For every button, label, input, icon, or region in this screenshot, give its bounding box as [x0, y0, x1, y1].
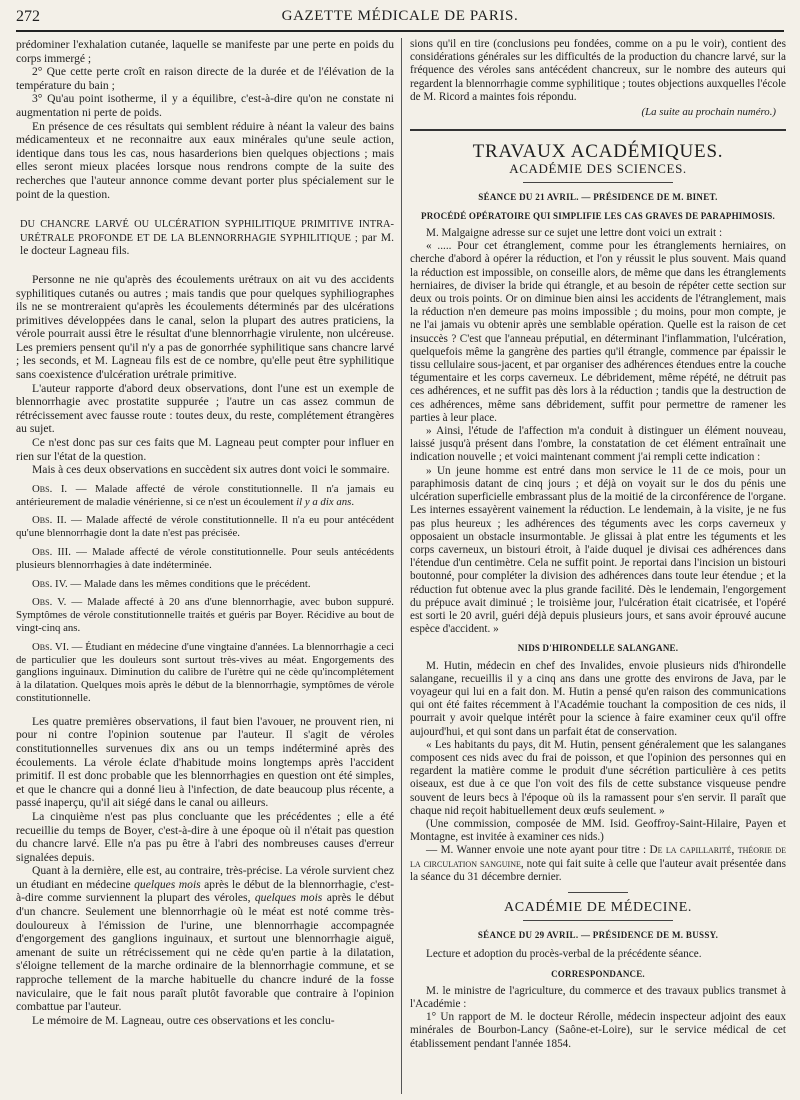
observation-tag: Obs. V. — [32, 596, 67, 609]
subheading: PROCÉDÉ OPÉRATOIRE QUI SIMPLIFIE LES CAS GRAVES DE PARAPHIMOSIS. — [421, 210, 775, 221]
paragraph: Les quatre premières observations, il faut bien l'avouer, ne prouvent rien, ni pour ni contre l'opinion soutenue par l'auteur. Il s'agit de véroles constitutionnelles survenues dix ans ou un temps indéterminé après des écoulements. La vérole éclate d'habitude moins longtemps après l'accident primitif. Il est donc probable que les blennorrhagies en question ont été simples, et que le chancre qui a donné lieu à l'infection, de date beaucoup plus récente, a passé inaperçu, qu'il ait siégé dans le canal ou ailleurs. — [16, 714, 394, 810]
journal-title: GAZETTE MÉDICALE DE PARIS. — [281, 8, 519, 24]
observation-tag: Obs. II. — [32, 514, 67, 527]
paragraph: Personne ne nie qu'après des écoulements urétraux on ait vu des accidents syphilitiques cutanés ou autres ; mais tandis que pour quelques syphiliographes ils ne se montreraient qu'après les écoulements déterminés par des ulcérations primitives développées dans le canal, selon la plupart des autres praticiens, la vérole pourrait aussi être le résultat d'une blennorrhagie virulente, non ulcéreuse. Les premiers pensent qu'il n'y a pas de gonorrhée syphilitique sans chancre larvé ; les seconds, et M. Lagneau fils est de ce nombre, qu'elle peut être syphilitique sans coexistence d'ulcération urétrale primitive. — [16, 272, 394, 382]
paragraph: Lecture et adoption du procès-verbal de la précédente séance. — [426, 948, 702, 961]
observation — [16, 514, 394, 540]
column-divider — [401, 38, 402, 1094]
left-column — [16, 38, 394, 1094]
paragraph: (Une commission, composée de MM. Isid. Geoffroy-Saint-Hilaire, Payen et Montagne, est invitée à examiner ces nids.) — [410, 817, 786, 844]
note-title: De la capillarité, théorie de la circulation sanguine — [410, 844, 786, 870]
paragraph: Mais à ces deux observations en succèdent six autres dont voici le sommaire. — [32, 463, 390, 477]
paragraph: La cinquième n'est pas plus concluante que les précédentes ; elle a été recueillie du temps de Boyer, c'est-à-dire à une époque où il n'était pas question du chancre larvé. Elle n'a pas pu être à l'abri des nombreuses causes d'erreur signalées depuis. — [16, 809, 394, 864]
article-title — [16, 219, 394, 259]
observation — [16, 596, 394, 634]
text-run: après le début d'un chancre. Seulement une blennorrhagie où le méat est noté comme très-douloureux à l'émission de l'urine, une blennorrhagie accompagnée d'engorgement des ganglions inguinaux, et surtout une blennorrhagie aiguë, amenant de suite un rétrécissement qui ne cède qu'en partie à la dilatation, s'éloigne tellement de la marche ordinaire de la blennorrhagie commune, et se rapproche tellement de la marche habituelle du chancre induré de la fosse naviculaire, que le fait nous paraît plutôt favorable que contraire à l'opinion combattue par l'auteur. — [16, 891, 394, 1014]
observation-text: — Malade affecté à 20 ans d'une blennorrhagie, avec bubon suppuré. Symptômes de vérole constitutionnelle traités et guéris par Boyer. Récidive au bout de vingt-cinq ans. — [16, 596, 394, 634]
divider — [523, 182, 673, 183]
academy-heading: ACADÉMIE DE MÉDECINE. — [504, 899, 692, 915]
observation-text: — Étudiant en médecine d'une vingtaine d'années. La blennorrhagie a ceci de particulier que les douleurs sont surtout très-vives au méat. Engorgements des ganglions inguinaux. Diminution du calibre de l'urètre qui ne cède qu'incomplétement à la dilatation. Quelques mois après le début de la blennorrhagie, symptômes de vérole constitutionnelle. — [16, 640, 394, 704]
observation-tag: Obs. III. — [32, 546, 71, 558]
paragraph: M. le ministre de l'agriculture, du commerce et des travaux publics transmet à l'Académie : — [410, 984, 786, 1010]
section-divider — [410, 129, 786, 131]
subheading: CORRESPONDANCE. — [551, 968, 645, 979]
paragraph: 2° Que cette perte croît en raison directe de la durée et de l'élévation de la température du bain ; — [16, 65, 394, 92]
observation-text: — Malade affecté de vérole constitutionnelle. Pour seuls antécédents plusieurs blennorrhagies à date indéterminée. — [16, 546, 394, 571]
observation-text: — Malade affecté de vérole constitutionnelle. Il n'a jamais eu antérieurement de maladie vénérienne, si ce n'est un écoulement — [16, 482, 394, 508]
paragraph: M. Malgaigne adresse sur ce sujet une lettre dont voici un extrait : — [426, 227, 723, 240]
paragraph: « ..... Pour cet étranglement, comme pour les étranglements herniaires, on cherche d'abord à opérer la réduction, et l'on y réussit le plus souvent. Mais quand la réduction est impossible, on conseille alors, de même que dans les étranglements herniaires, de diviser la bride qui étrangle, et au besoin de répéter cette section sur deux ou trois points. Or on diminue bien ainsi les accidents de l'étranglement, mais la réduction n'en demeure pas moins impossible ; du moins, pour mon compte, je ne l'ai jamais vu obtenir après une semblable opération. Quelle est la raison de cet insuccès ? C'est que l'anneau préputial, en déterminant l'inflammation, l'ulcération, quelquefois même la gangrène des parties qu'il étrangle, commence par épaissir le tissu cellulaire sous-jacent, et par organiser des adhérences étendues entre la couche tégumentaire et les corps caverneux. Le débridement, même répété, ne détruit pas ces adhérences, et ne suffit pas dès lors à la réduction ; tandis que la destruction de ces adhérences, même sans débridement, suffit pour permettre de ramener les parties à leur place. — [410, 240, 786, 424]
running-header — [16, 6, 784, 32]
observation — [16, 641, 394, 705]
session-heading: SÉANCE DU 21 AVRIL. — PRÉSIDENCE DE M. BINET. — [478, 191, 718, 202]
subheading: NIDS D'HIRONDELLE SALANGANE. — [517, 643, 679, 654]
paragraph: Ce n'est donc pas sur ces faits que M. Lagneau peut compter pour influer en rien sur l'état de la question. — [16, 436, 394, 463]
right-column — [410, 38, 786, 1094]
paragraph: 3° Qu'au point isotherme, il y a équilibre, c'est-à-dire qu'on ne constate ni augmentation ni perte de poids. — [16, 92, 394, 119]
text-run: — M. Wanner envoie une note ayant pour titre : — [426, 844, 650, 857]
paragraph: M. Hutin, médecin en chef des Invalides, envoie plusieurs nids d'hirondelle salangane, recueillis il y a cinq ans dans une grotte des environs de Java, par le voyageur qui lui en a fait don. M. Hutin a pensé qu'en raison des communications qui ont été faites récemment à l'Académie touchant la composition de ces nids, il pourrait y avoir quelque intérêt pour la science à faire examiner ceux qu'il offre aujourd'hui, et qui sont dans un parfait état de conservation. — [410, 659, 786, 738]
paragraph: prédominer l'exhalation cutanée, laquelle se manifeste par une perte en poids du corps immergé ; — [16, 38, 394, 65]
paragraph: » Un jeune homme est entré dans mon service le 11 de ce mois, pour un paraphimosis datant de cinq jours ; et déjà on voyait sur le dos du pénis une ulcération superficielle embrassant plus de la moitié de la circonférence de l'organe. Les internes essayèrent vainement la réduction. Le lendemain, à la visite, je ne fus pas plus heureux ; les adhérences des téguments avec les corps caverneux y opposaient un obstacle insurmontable. Je glissai à plat entre les téguments et les corps caverneux, un bistouri étroit, à l'aide duquel je divisai ces adhérences dans l'étendue d'un centimètre. Cela ne suffit point. Je reportai dans l'incision un bistouri boutonné, pour compléter la division des adhérences dans toute leur étendue ; et la réduction fut obtenue avec la plus grande facilité. Dès le lendemain, l'engorgement du prépuce avait diminué ; le troisième jour, l'ulcération était cicatrisée, et l'opéré est sorti le 20 avril, guéri déjà depuis plusieurs jours, et sans avoir éprouvé aucune espèce d'accident. » — [410, 464, 786, 636]
paragraph — [410, 844, 786, 884]
observation-tag: Obs. IV. — [32, 577, 68, 590]
observation — [16, 546, 394, 572]
article-title-text: DU CHANCRE LARVÉ OU ULCÉRATION SYPHILITIQUE PRIMITIVE INTRA-URÉTRALE PROFONDE ET DE LA BLENNORRHAGIE SYPHILITIQUE ; — [20, 219, 394, 244]
observation-text: — Malade affecté de vérole constitutionnelle. Il n'a eu pour antécédent qu'une blennorrhagie dont la date n'est pas précisée. — [16, 514, 394, 540]
observation-text: — Malade dans les mêmes conditions que le précédent. — [67, 577, 311, 590]
emphasis: quelques mois — [254, 891, 323, 905]
observation — [16, 578, 394, 591]
divider — [568, 892, 628, 893]
page-number: 272 — [16, 8, 40, 25]
session-heading: SÉANCE DU 29 AVRIL. — PRÉSIDENCE DE M. BUSSY. — [477, 930, 719, 941]
paragraph: Le mémoire de M. Lagneau, outre ces observations et les conclu- — [32, 1013, 335, 1027]
paragraph: « Les habitants du pays, dit M. Hutin, pensent généralement que les salanganes composent ces nids avec du frai de poisson, et que l'opinion des personnes qui en regardent la matière comme le produit d'une sécrétion particulière à ces petits oiseaux, est due à ce que l'on voit des fils de cette substance visqueuse pendre souvent de leurs becs à l'époque où ils la ramassent pour s'en servir. Il paraît que chaque nid reçoit habituellement deux œufs seulement. » — [410, 738, 786, 817]
emphasis: quelques mois — [134, 877, 201, 891]
text-run: après le début de la blennorrhagie, c'est-à-dire comme surviennent la plupart des véroles, — [16, 877, 394, 905]
paragraph — [16, 864, 394, 1014]
observation-end: . — [351, 495, 355, 508]
paragraph: » Ainsi, l'étude de l'affection m'a conduit à distinguer un élément nouveau, laissé jusqu'à présent dans l'ombre, la constatation de cet élément entraînait une indication nouvelle ; et voici maintenant comment j'ai rempli cette indication : — [410, 425, 786, 464]
article-author: par M. le docteur Lagneau fils. — [20, 230, 394, 258]
paragraph: 1° Un rapport de M. le docteur Rérolle, médecin inspecteur adjoint des eaux minérales de Bourbon-Lancy (Saône-et-Loire), sur le service médical de cet établissement pendant l'année 1854. — [410, 1011, 786, 1050]
observation-tag: Obs. VI. — [32, 640, 69, 653]
observation-tag: Obs. I. — [32, 482, 68, 495]
section-title: TRAVAUX ACADÉMIQUES. — [472, 141, 724, 163]
text-run: Quant à la dernière, elle est, au contraire, très-précise. La vérole survient chez un étudiant en médecine — [16, 864, 394, 891]
observation — [16, 483, 394, 509]
paragraph: En présence de ces résultats qui semblent réduire à néant la valeur des bains médicamenteux et ne reconnaitre aux eaux minérales qu'une seule action, identique dans tous les cas, nous hasarderions bien quelques objections ; mais elles seront mieux placées lorsque nous rendrons compte de la suite des recherches que l'auteur annonce comme devant porter plus spécialement sur le point de la question. — [16, 119, 394, 201]
divider — [523, 920, 673, 921]
academy-heading: ACADÉMIE DES SCIENCES. — [509, 161, 687, 177]
paragraph: L'auteur rapporte d'abord deux observations, dont l'une est un exemple de blennorrhagie avec prostatite suppurée ; l'autre un cas assez commun de rétrécissement avec fausse route : toutes deux, du reste, complétement étrangères au sujet. — [16, 381, 394, 436]
continued-note: (La suite au prochain numéro.) — [641, 106, 776, 119]
paragraph: sions qu'il en tire (conclusions peu fondées, comme on a pu le voir), contient des considérations générales sur les difficultés de la production du chancre larvé, sur la fréquence des véroles sans antécédent chancreux, sur le nombre des auteurs qui regardent la blennorrhagie comme syphilitique ; toutes objections auxquelles l'école de M. Ricord a maintes fois répondu. — [410, 38, 786, 103]
observation-emphasis: il y a dix ans — [296, 495, 352, 508]
text-run: , note qui fait suite à celle que l'auteur avait présentée dans la séance du 31 décembre dernier. — [410, 857, 786, 883]
